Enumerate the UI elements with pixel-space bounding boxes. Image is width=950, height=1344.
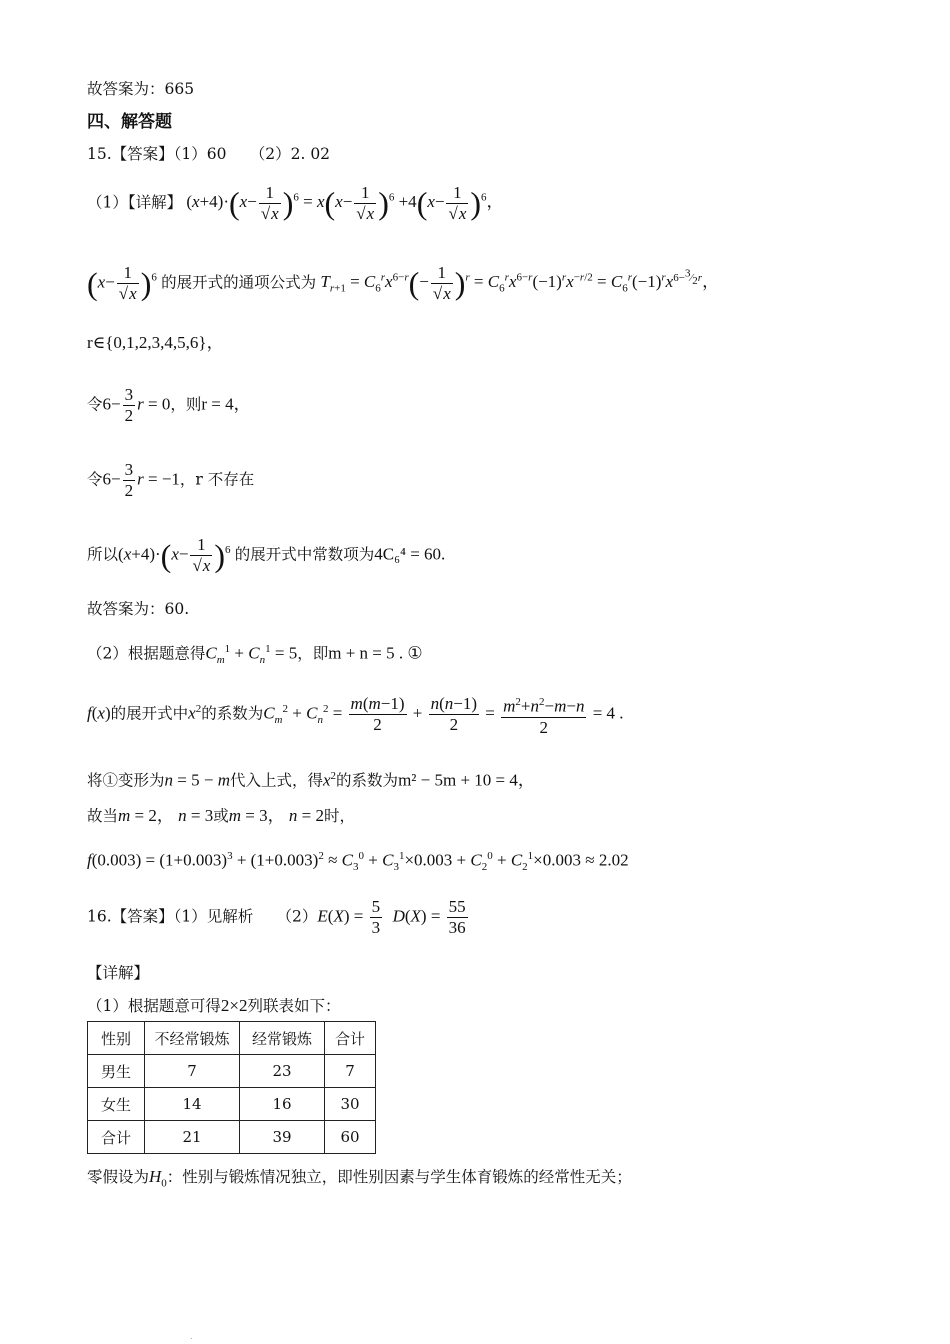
table-cell: 7 xyxy=(145,1055,240,1088)
table-cell: 7 xyxy=(325,1055,376,1088)
expand-text: 的展开式的通项公式为 xyxy=(161,273,317,292)
prev-answer: 故答案为：665 xyxy=(87,80,195,98)
q16-header-line: 16.【答案】（1）见解析 （2）E(X) = $\frac{5}{3}$ D(X) = $\frac{55}{36}$ xyxy=(87,897,466,937)
table-cell: 39 xyxy=(240,1121,325,1154)
table-row xyxy=(88,1055,376,1088)
q15-detail-expression xyxy=(87,183,504,224)
q16-detail: 【详解】 xyxy=(87,964,150,982)
table-cell: 16 xyxy=(240,1088,325,1121)
table-cell: 女生 xyxy=(88,1088,145,1121)
footer-mark: . xyxy=(190,1332,193,1341)
table-header-cell: 不经常锻炼 xyxy=(145,1022,240,1055)
transform-line: 将①变形为n = 5 − m代入上式，得$x^2$的系数为m² − 5m + 10 = 4， xyxy=(87,770,535,790)
approx-line: $f(0.003) = (1+0.003)^3 + (1+0.003)^2 \approx C_3^0 + C_3^1\times 0.003 + C_2^0 + C_2^1\times 0.003 \approx 2.02$ xyxy=(87,850,629,874)
let-eq-zero: 令6− $\frac{3}{2}$ r = 0，则r = 4， xyxy=(87,385,251,425)
table-cell: 60 xyxy=(325,1121,376,1154)
q16-intro: （1）根据题意可得2×2列联表如下： xyxy=(87,996,341,1015)
table-cell: 14 xyxy=(145,1088,240,1121)
section-title: 四、解答题 xyxy=(87,112,172,132)
q15-header: 15.【答案】（1）60 （2）2. 02 xyxy=(87,145,331,163)
r-set: r∈{0,1,2,3,4,5,6}， xyxy=(87,333,224,352)
table-cell: 23 xyxy=(240,1055,325,1088)
expression-1: (x+4)·(x− $\frac{1}{√x}$ )$^6$ = x(x− $\frac{1}{√x}$ )$^6$ +4(x− $\frac{1}{√x}$ )$^6$， xyxy=(186,183,504,223)
table-cell: 男生 xyxy=(88,1055,145,1088)
general-term-formula: $T_{r+1} = C_6^rx^{6-r}(-$ $\frac{1}{√x}$ )$^r = C_6^rx^{6-r}(-1)^rx^{-r/2} = C_6^r(-1)^rx^{6-^3⁄_2r}$， xyxy=(320,262,720,303)
part2-line: （2）根据题意得$C_m^1 + C_n^1 = 5$，即m + n = 5 . ① xyxy=(87,643,423,667)
table-row xyxy=(88,1088,376,1121)
table-header-row xyxy=(88,1022,376,1055)
constant-term-line: 所以(x+4)·(x− $\frac{1}{√x}$ )$^6$ 的展开式中常数项为4C₆⁴ = 60. xyxy=(87,535,446,575)
null-hypothesis: 零假设为$H_0$：性别与锻炼情况独立，即性别因素与学生体育锻炼的经常性无关； xyxy=(87,1167,632,1190)
answer-60: 故答案为：60. xyxy=(87,600,190,618)
table-cell: 21 xyxy=(145,1121,240,1154)
table-header-cell: 性别 xyxy=(88,1022,145,1055)
coefficient-line: f(x)的展开式中$x^2$的系数为$C_m^2 + C_n^2$ = $\frac{m(m-1)}{2}$ + $\frac{n(n-1)}{2}$ = $\frac{m^2+n^2-m-n}{2}$ = 4 . xyxy=(87,692,624,738)
when-line: 故当m = 2， n = 3或m = 3， n = 2时， xyxy=(87,806,355,825)
table-header-cell: 经常锻炼 xyxy=(240,1022,325,1055)
general-term-line: (x− $\frac{1}{√x}$ )$^6$ 的展开式的通项公式为 $T_{r+1} = C_6^rx^{6-r}(-$ $\frac{1}{√x}$ )$^r = C_6^rx^{6-r}(-1)^rx^{-r/2} = C_6^r(-1)^rx^{6-^3⁄_2r}$， xyxy=(87,262,720,303)
table-cell: 合计 xyxy=(88,1121,145,1154)
let-eq-minus-one: 令6− $\frac{3}{2}$ r = −1，r 不存在 xyxy=(87,460,255,500)
table-cell: 30 xyxy=(325,1088,376,1121)
q15-detail-label: （1）【详解】 xyxy=(87,193,183,212)
table-header-cell: 合计 xyxy=(325,1022,376,1055)
contingency-table xyxy=(87,1021,376,1154)
table-row xyxy=(88,1121,376,1154)
